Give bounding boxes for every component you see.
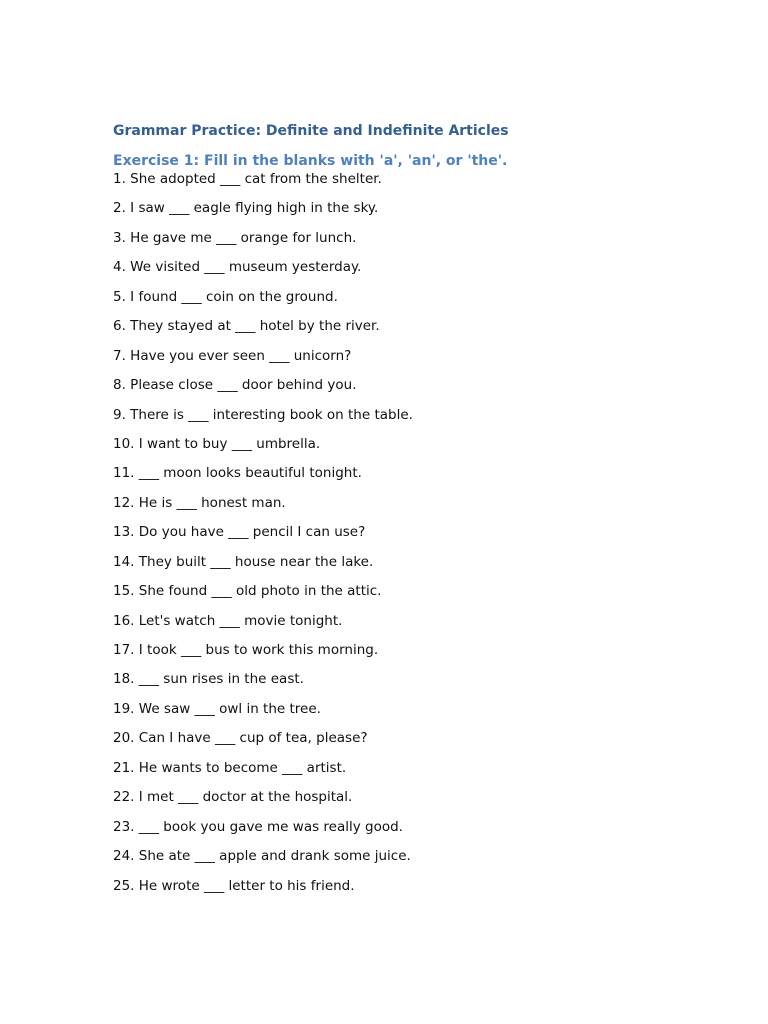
- question-list: [113, 170, 413, 906]
- question-item: 17. I took ___ bus to work this morning.: [113, 642, 379, 658]
- question-item: 23. ___ book you gave me was really good.: [113, 818, 403, 835]
- question-item: 22. I met ___ doctor at the hospital.: [113, 789, 353, 806]
- question-item: 11. ___ moon looks beautiful tonight.: [113, 465, 362, 482]
- question-item: 10. I want to buy ___ umbrella.: [113, 435, 321, 452]
- question-item: 8. Please close ___ door behind you.: [113, 377, 357, 394]
- question-item: 14. They built ___ house near the lake.: [113, 553, 374, 570]
- question-item: 12. He is ___ honest man.: [113, 494, 286, 511]
- question-item: 4. We visited ___ museum yesterday.: [113, 259, 362, 276]
- page-title: Grammar Practice: Definite and Indefinite Articles: [113, 123, 509, 139]
- question-item: 18. ___ sun rises in the east.: [113, 671, 304, 688]
- question-item: 15. She found ___ old photo in the attic.: [113, 583, 382, 600]
- question-item: 24. She ate ___ apple and drank some juice.: [113, 848, 411, 865]
- question-item: 7. Have you ever seen ___ unicorn?: [113, 347, 352, 364]
- question-item: 25. He wrote ___ letter to his friend.: [113, 877, 355, 894]
- question-item: 21. He wants to become ___ artist.: [113, 759, 347, 776]
- question-item: 9. There is ___ interesting book on the table.: [113, 406, 413, 423]
- question-item: 6. They stayed at ___ hotel by the river.: [113, 318, 380, 335]
- question-item: 1. She adopted ___ cat from the shelter.: [113, 171, 382, 187]
- question-item: 5. I found ___ coin on the ground.: [113, 288, 338, 305]
- question-item: 3. He gave me ___ orange for lunch.: [113, 229, 357, 246]
- question-item: 13. Do you have ___ pencil I can use?: [113, 524, 366, 541]
- question-item: 16. Let's watch ___ movie tonight.: [113, 612, 343, 629]
- question-item: 19. We saw ___ owl in the tree.: [113, 700, 321, 717]
- question-item: 20. Can I have ___ cup of tea, please?: [113, 730, 368, 747]
- exercise-heading: Exercise 1: Fill in the blanks with 'a', 'an', or 'the'.: [113, 153, 508, 169]
- question-item: 2. I saw ___ eagle flying high in the sky.: [113, 200, 379, 217]
